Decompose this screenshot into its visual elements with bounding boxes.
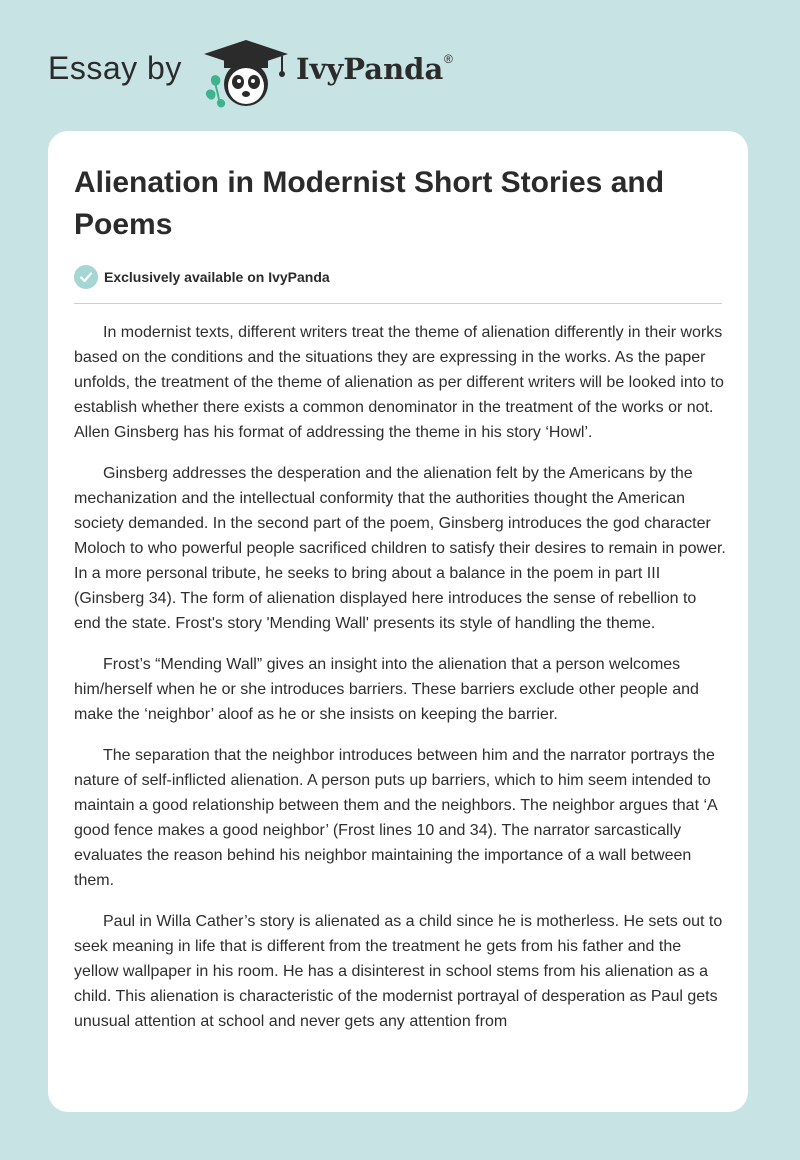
checkmark-icon <box>79 270 93 284</box>
paragraph: Frost’s “Mending Wall” gives an insight into the alienation that a person welcomes him/herself when he or she introduces barriers. These barriers exclude other people and make the ‘neighbor’ aloof as he or she insists on keeping the barrier. <box>74 656 699 723</box>
registered-mark: ® <box>444 52 453 66</box>
check-circle-icon <box>74 265 98 289</box>
paragraph: Paul in Willa Cather’s story is alienated as a child since he is motherless. He sets out to seek meaning in life that is different from the treatment he gets from his father and the yellow wallpaper in his room. He has a disinterest in school stems from his alienation as a child. This alienation is characteristic of the modernist portrayal of desperation as Paul gets unusual attention at school and never gets any attention from <box>74 913 723 1030</box>
essay-body <box>74 320 726 1050</box>
essay-title: Alienation in Modernist Short Stories and Poems <box>74 166 665 241</box>
paragraph: The separation that the neighbor introduces between him and the narrator portrays the nature of self-inflicted alienation. A person puts up barriers, which to him seem intended to maintain a good relationship between them and the neighbors. The neighbor argues that ‘A good fence makes a good neighbor’ (Frost lines 10 and 34). The narrator sarcastically evaluates the reason behind his neighbor maintaining the importance of a wall between them. <box>74 747 717 889</box>
exclusive-label: Exclusively available on IvyPanda <box>104 269 330 285</box>
brand-prefix: Essay by <box>48 50 182 86</box>
exclusive-badge <box>74 264 330 290</box>
paragraph: Ginsberg addresses the desperation and the alienation felt by the Americans by the mechanization and the intellectual conformity that the authorities thought the American society demanded. In the second part of the poem, Ginsberg introduces the god character Moloch to who powerful people sacrificed children to satisfy their desires to remain in power. In a more personal tribute, he seeks to bring about a balance in the poem in part III (Ginsberg 34). The form of alienation displayed here introduces the sense of rebellion to end the state. Frost's story 'Mending Wall' presents its style of handling the theme. <box>74 465 726 632</box>
site-header <box>0 0 800 130</box>
brand-name: IvyPanda <box>296 52 444 86</box>
paragraph: In modernist texts, different writers treat the theme of alienation differently in their works based on the conditions and the situations they are expressing in the works. As the paper unfolds, the treatment of the theme of alienation as per different writers will be looked into to establish whether there exists a common denominator in the treatment of the works or not. Allen Ginsberg has his format of addressing the theme in his story ‘Howl’. <box>74 324 724 441</box>
ivypanda-logo-icon[interactable] <box>198 36 294 108</box>
divider <box>74 303 722 304</box>
essay-card <box>48 131 748 1112</box>
